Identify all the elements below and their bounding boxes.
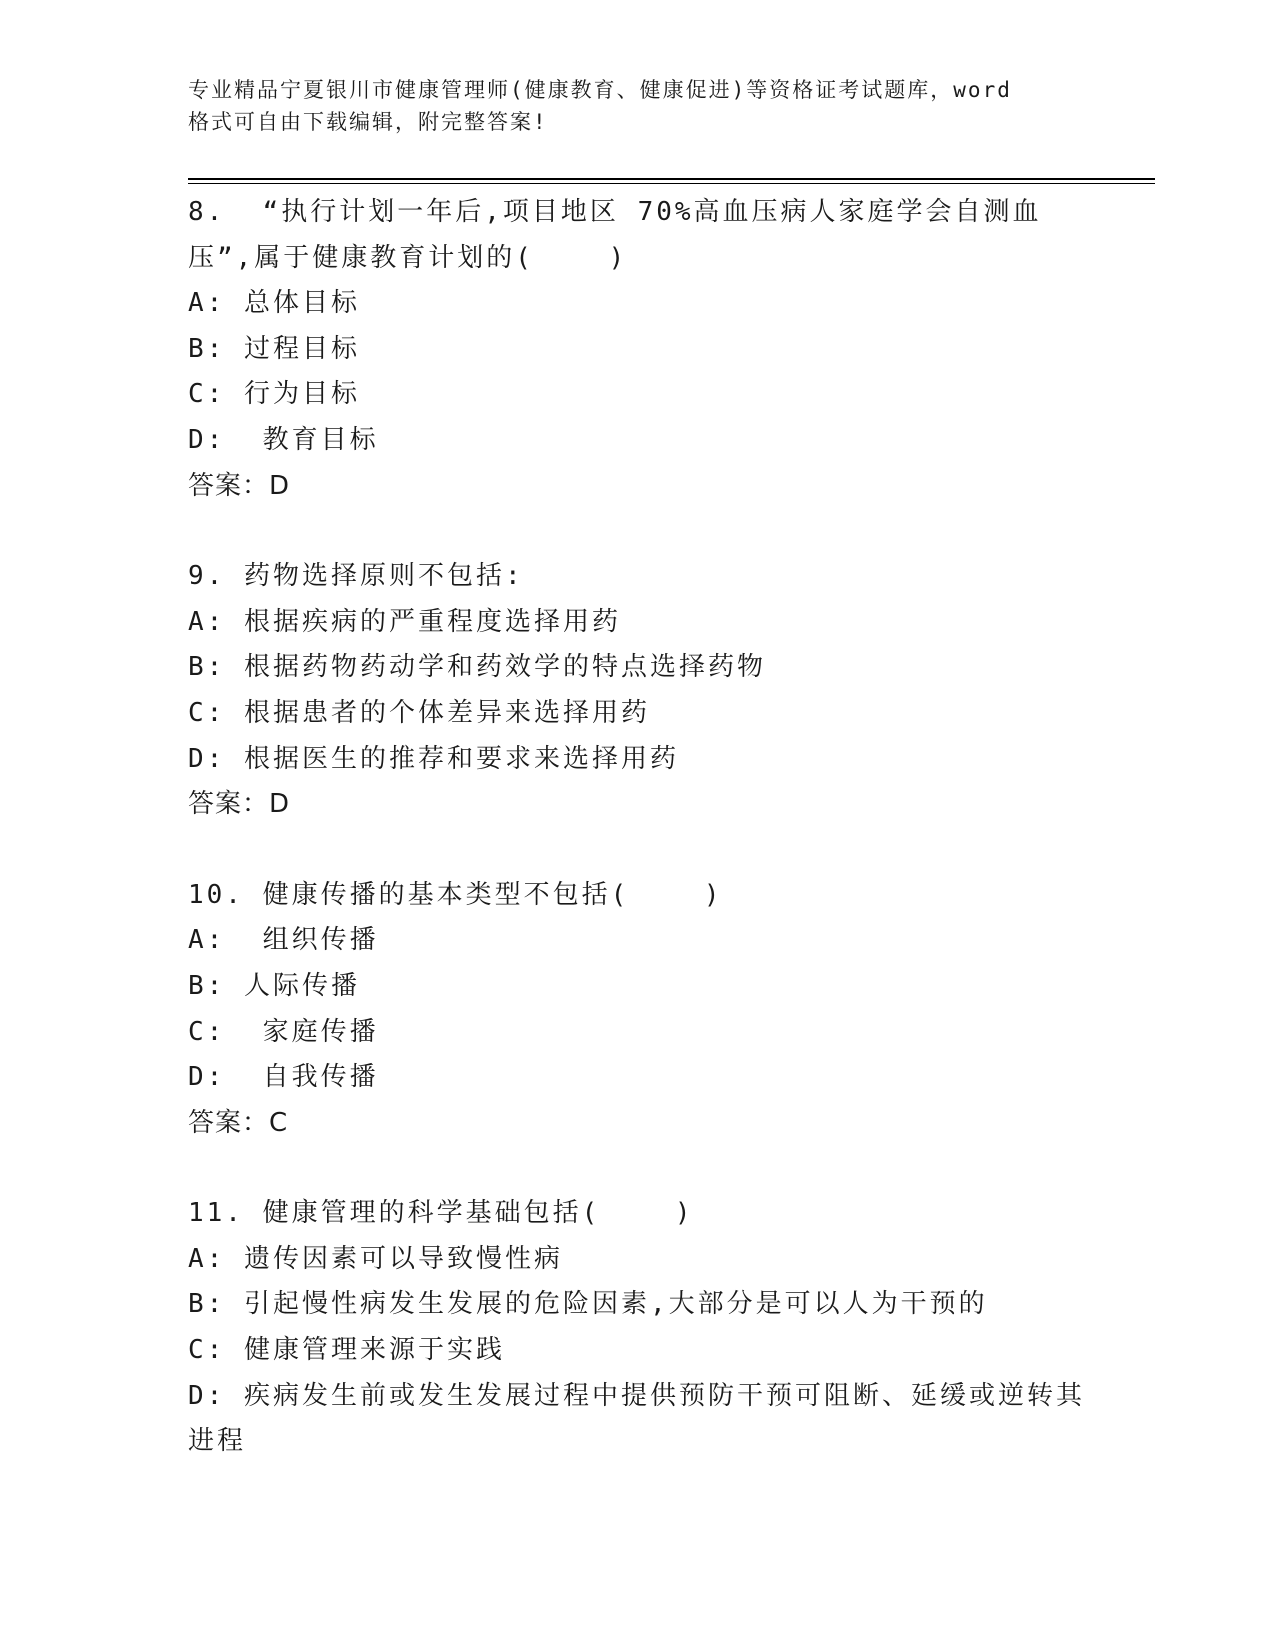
option-b: B: 引起慢性病发生发展的危险因素,大部分是可以人为干预的 <box>188 1289 988 1320</box>
question-stem: 10. 健康传播的基本类型不包括( ) <box>188 879 723 910</box>
option-c: C: 行为目标 <box>188 379 360 410</box>
question-9 <box>188 554 1088 828</box>
answer-text: 答案：D <box>188 789 291 820</box>
option-b: B: 过程目标 <box>188 333 360 364</box>
option-c: C: 根据患者的个体差异来选择用药 <box>188 697 650 728</box>
header-divider-thick <box>188 178 1155 180</box>
question-list <box>188 190 1088 1510</box>
option-a: A: 遗传因素可以导致慢性病 <box>188 1243 563 1274</box>
option-a: A: 根据疾病的严重程度选择用药 <box>188 606 621 637</box>
option-d: D: 教育目标 <box>188 424 379 455</box>
option-a: A: 组织传播 <box>188 925 379 956</box>
header-line-2: 格式可自由下载编辑，附完整答案! <box>188 110 548 134</box>
header-line-1: 专业精品宁夏银川市健康管理师(健康教育、健康促进)等资格证考试题库，word <box>188 78 1012 102</box>
question-10 <box>188 873 1088 1147</box>
question-8 <box>188 190 1088 509</box>
option-d: D: 疾病发生前或发生发展过程中提供预防干预可阻断、延缓或逆转其进程 <box>188 1380 1085 1457</box>
header-divider-thin <box>188 183 1155 184</box>
answer-text: 答案：C <box>188 1107 289 1138</box>
option-c: C: 健康管理来源于实践 <box>188 1335 505 1366</box>
question-stem: 11. 健康管理的科学基础包括( ) <box>188 1198 694 1229</box>
option-a: A: 总体目标 <box>188 288 360 319</box>
option-b: B: 人际传播 <box>188 970 360 1001</box>
option-d: D: 根据医生的推荐和要求来选择用药 <box>188 743 679 774</box>
answer-text: 答案：D <box>188 470 291 501</box>
question-11 <box>188 1191 1088 1465</box>
question-stem: 9. 药物选择原则不包括: <box>188 561 524 592</box>
question-stem: 8. “执行计划一年后,项目地区 70%高血压病人家庭学会自测血压”,属于健康教育计划的( ) <box>188 197 1042 273</box>
option-d: D: 自我传播 <box>188 1062 379 1093</box>
option-b: B: 根据药物药动学和药效学的特点选择药物 <box>188 652 766 683</box>
document-header <box>188 74 1088 138</box>
option-c: C: 家庭传播 <box>188 1016 379 1047</box>
